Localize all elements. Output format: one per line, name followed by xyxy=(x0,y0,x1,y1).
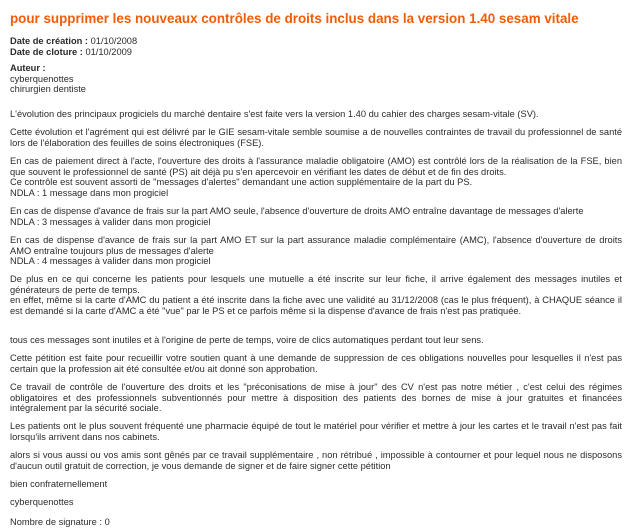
petition-title: pour supprimer les nouveaux contrôles de droits inclus dans la version 1.40 sesam vitale xyxy=(10,11,579,26)
closing-date-label: Date de cloture : xyxy=(10,46,83,57)
author-block xyxy=(10,63,86,95)
author-name: cyberquenottes xyxy=(10,73,74,84)
body-paragraph: Cette évolution et l'agrément qui est délivré par le GIE sesam-vitale semble soumise a de nouvelles contraintes de travail du professionnel de santé lors de l'élaboration des feuilles de soins électroniques (FSE). xyxy=(10,127,622,148)
creation-date-label: Date de création : xyxy=(10,36,89,46)
closing-date-row xyxy=(10,47,137,58)
body-paragraph: En cas de paiement direct à l'acte, l'ouverture des droits à l'assurance maladie obligatoire (AMO) est contrôlé lors de la réalisation de la FSE, bien que souvent le professionnel de santé (PS) ait déjà pu s'en apercevoir en vérifiant les dates de début et de fin des droits. Ce contrôle est souvent assorti de "messages d'alertes" demandant une action supplémentaire de la part du PS. NDLA : 1 message dans mon progiciel xyxy=(10,156,622,198)
signature-count: Nombre de signature : 0 xyxy=(10,517,110,527)
author-role: chirurgien dentiste xyxy=(10,84,86,94)
body-paragraph: Ce travail de contrôle de l'ouverture des droits et les "préconisations de mise à jour" des CV n'est pas notre métier , c'est celui des régimes obligatoires et des professionnels subventionnés pour mettre à disposition des patients des bornes de mise à jour gratuites et financées intégralement par la sécurité sociale. xyxy=(10,382,622,414)
petition-dates xyxy=(10,36,137,57)
body-paragraph: En cas de dispense d'avance de frais sur la part AMO ET sur la part assurance maladie complémentaire (AMC), l'absence d'ouverture de droits AMO entraîne toujours plus de messages d'alerte NDLA : 4 messages à valider dans mon progiciel xyxy=(10,235,622,267)
signature-name: cyberquenottes xyxy=(10,497,74,507)
closing-date-value: 01/10/2009 xyxy=(85,46,132,57)
body-paragraph: En cas de dispense d'avance de frais sur la part AMO seule, l'absence d'ouverture de droits AMO entraîne davantage de messages d'alerte NDLA : 3 messages à valider dans mon progiciel xyxy=(10,206,584,227)
body-paragraph: Cette pétition est faite pour recueillir votre soutien quant à une demande de suppression de ces obligations nouvelles pour lesquelles il n'est pas certain que la profession ait été consultée et/ou ait donné son approbation. xyxy=(10,353,622,374)
body-paragraph: Les patients ont le plus souvent fréquenté une pharmacie équipé de tout le matériel pour vérifier et mettre à jour les cartes et le travail n'est pas fait lorsqu'ils arrivent dans nos cabinets. xyxy=(10,421,622,442)
body-paragraph: De plus en ce qui concerne les patients pour lesquels une mutuelle a été inscrite sur leur fiche, il arrive également des messages inutiles et générateurs de perte de temps. en effet, même si la carte d'AMC du patient a été inscrite dans la fiche avec une validité au 31/12/2008 (cas le plus fréquent), à CHAQUE séance il est demandé si la carte d'AMC a été "vue" par le PS et ce parfois même si la dispense d'avance de frais n'est pas pratiquée. xyxy=(10,274,622,316)
body-paragraph: L'évolution des principaux progiciels du marché dentaire s'est faite vers la version 1.40 du cahier des charges sesam-vitale (SV). xyxy=(10,109,539,119)
body-paragraph: tous ces messages sont inutiles et à l'origine de perte de temps, voire de clics automatiques perdant tout leur sens. xyxy=(10,335,484,345)
author-label: Auteur : xyxy=(10,63,46,73)
creation-date-row xyxy=(10,36,137,47)
closing-salutation: bien confraternellement xyxy=(10,479,108,489)
body-paragraph: alors si vous aussi ou vos amis sont gênés par ce travail supplémentaire , non rétribué , impossible à contourner et pour lequel nous ne disposons d'aucun outil gratuit de correction, je vous demande de signer et de faire signer cette pétition xyxy=(10,450,622,471)
creation-date-value: 01/10/2008 xyxy=(90,36,138,46)
